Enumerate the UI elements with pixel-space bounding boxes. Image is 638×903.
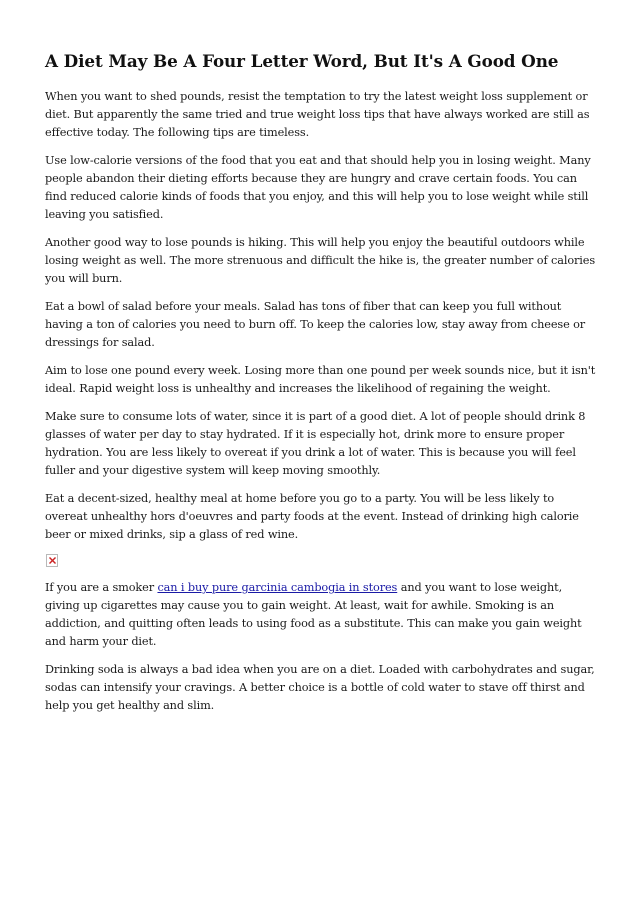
smoker-text-before: If you are a smoker	[45, 581, 158, 594]
paragraph-salad: Eat a bowl of salad before your meals. Salad has tons of fiber that can keep you full without having a ton of calories you need to burn off. To keep the calories low, stay away from cheese or dressings for salad.	[45, 300, 586, 349]
paragraph-party: Eat a decent-sized, healthy meal at home before you go to a party. You will be less likely to overeat unhealthy hors d'oeuvres and party foods at the event. Instead of drinking high calorie beer or mixed drinks, sip a glass of red wine.	[45, 492, 579, 541]
paragraph-low-calorie: Use low-calorie versions of the food that you eat and that should help you in losing weight. Many people abandon their dieting efforts because they are hungry and crave certain foods. You can find reduced calorie kinds of foods that you enjoy, and this will help you to lose weight while still leaving you satisfied.	[45, 154, 591, 221]
paragraph-one-pound: Aim to lose one pound every week. Losing more than one pound per week sounds nice, but it isn't ideal. Rapid weight loss is unhealthy and increases the likelihood of regaining the weight.	[45, 364, 596, 395]
garcinia-link[interactable]: can i buy pure garcinia cambogia in stores	[157, 581, 398, 594]
smoker-text-after: and you want to lose weight, giving up cigarettes may cause you to gain weight. At least, wait for awhile. Smoking is an addiction, and quitting often leads to using food as a substitute. This can make you gain weight and harm your diet.	[45, 581, 582, 648]
paragraph-water: Make sure to consume lots of water, since it is part of a good diet. A lot of people should drink 8 glasses of water per day to stay hydrated. If it is especially hot, drink more to ensure proper hydration. You are less likely to overeat if you drink a lot of water. This is because you will feel fuller and your digestive system will keep moving smoothly.	[45, 410, 586, 477]
page-title: A Diet May Be A Four Letter Word, But It's A Good One	[45, 51, 559, 71]
paragraph-intro: When you want to shed pounds, resist the temptation to try the latest weight loss supplement or diet. But apparently the same tried and true weight loss tips that have always worked are still as effective today. The following tips are timeless.	[45, 90, 590, 139]
broken-image-x-mark	[49, 557, 56, 564]
broken-image-icon	[46, 554, 58, 567]
paragraph-soda: Drinking soda is always a bad idea when you are on a diet. Loaded with carbohydrates and sugar, sodas can intensify your cravings. A better choice is a bottle of cold water to stave off thirst and help you get healthy and slim.	[45, 663, 595, 712]
paragraph-smoker	[45, 579, 597, 651]
document-page	[45, 50, 597, 725]
paragraph-hiking: Another good way to lose pounds is hiking. This will help you enjoy the beautiful outdoors while losing weight as well. The more strenuous and difficult the hike is, the greater number of calories you will burn.	[45, 236, 596, 285]
